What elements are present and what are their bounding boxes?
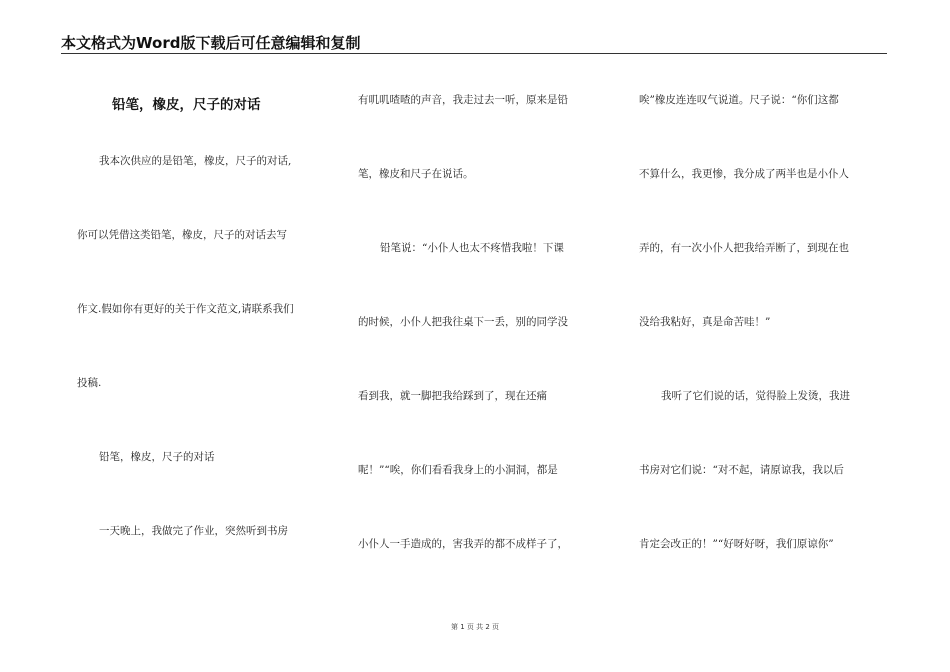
text-line: 唉”橡皮连连叹气说道。尺子说：“你们这都 — [639, 94, 839, 106]
text-line: 铅笔说：“小仆人也太不疼惜我啦！下课 — [380, 242, 564, 254]
text-line: 肯定会改正的！”“好呀好呀，我们原谅你” — [639, 538, 834, 550]
text-line: 投稿. — [77, 377, 102, 389]
text-line: 的时候，小仆人把我往桌下一丢，别的同学没 — [358, 316, 568, 328]
text-line: 呢！”“唉，你们看看我身上的小洞洞，都是 — [358, 464, 558, 476]
text-line: 一天晚上，我做完了作业，突然听到书房 — [99, 525, 288, 537]
text-line: 书房对它们说：“对不起，请原谅我，我以后 — [639, 464, 844, 476]
text-line: 弄的，有一次小仆人把我给弄断了，到现在也 — [639, 242, 849, 254]
text-line: 作文.假如你有更好的关于作文范文,请联系我们 — [77, 303, 294, 315]
document-title: 铅笔，橡皮，尺子的对话 — [112, 97, 261, 113]
document-header-title: 本文格式为Word版下载后可任意编辑和复制 — [61, 34, 361, 52]
text-line: 不算什么，我更惨，我分成了两半也是小仆人 — [639, 168, 849, 180]
text-line: 铅笔，橡皮，尺子的对话 — [99, 451, 215, 463]
text-line: 看到我，就一脚把我给踩到了，现在还痛 — [358, 390, 547, 402]
text-line: 没给我粘好，真是命苦哇！” — [639, 316, 771, 328]
text-line: 笔，橡皮和尺子在说话。 — [358, 168, 474, 180]
page-footer: 第 1 页 共 2 页 — [450, 623, 500, 631]
text-line: 小仆人一手造成的，害我弄的都不成样子了， — [358, 538, 568, 550]
text-line: 我听了它们说的话，觉得脸上发烫，我进 — [661, 390, 850, 402]
header-divider — [61, 53, 887, 54]
text-line: 你可以凭借这类铅笔，橡皮，尺子的对话去写 — [77, 229, 287, 241]
text-line: 我本次供应的是铅笔，橡皮，尺子的对话, — [99, 155, 292, 167]
text-line: 有叽叽喳喳的声音，我走过去一听，原来是铅 — [358, 94, 568, 106]
